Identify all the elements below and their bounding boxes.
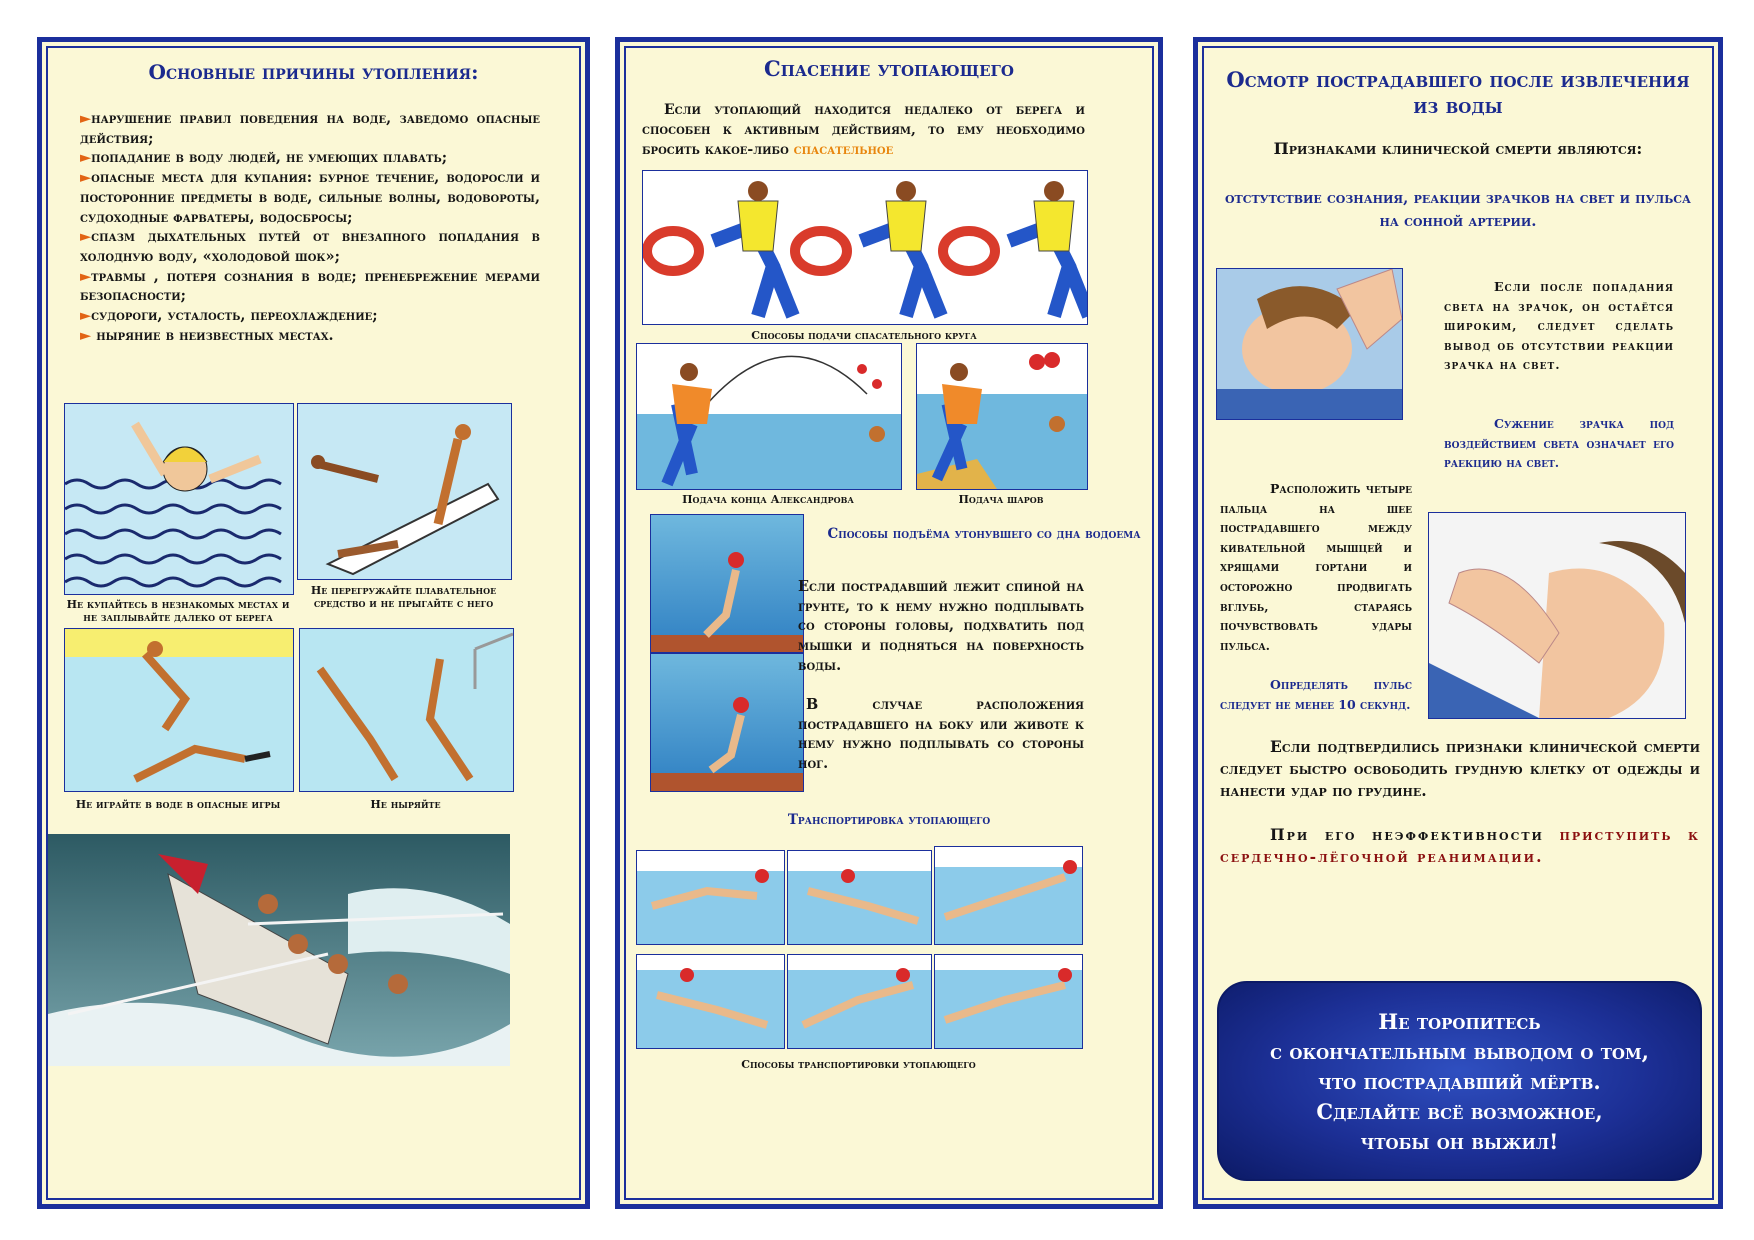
transport-title: Транспортировка утопающего	[787, 812, 991, 828]
clinical-death-signs-label: Признаками клинической смерти являются:	[1273, 139, 1643, 158]
bullet-arrow-icon: ►	[80, 307, 92, 325]
bullet-arrow-icon: ►	[80, 228, 92, 246]
lift-text-back: Если пострадавший лежит спиной на грунте, то к нему нужно подплывать со стороны головы, подхватить под мышки и подняться на поверхность воды.	[798, 578, 1084, 674]
bullet-arrow-icon: ►	[80, 149, 92, 167]
callout-line: с окончательным выводом о том,	[1270, 1039, 1649, 1064]
cause-item: ► ныряние в неизвестных местах.	[80, 326, 334, 344]
illustration-lifebuoy-throw	[642, 170, 1088, 325]
illustration-transport-2	[787, 850, 932, 945]
lift-text-side: В случае расположения пострадавшего на боку или животе к нему нужно подплывать со стороны ног.	[798, 696, 1084, 773]
causes-list	[80, 109, 540, 345]
illustration-transport-1	[636, 850, 785, 945]
cause-item: ►спазм дыхательных путей от внезапного попадания в холодную воду, «холодовой шок»;	[80, 228, 540, 265]
clinical-death-signs: отстутствие сознания, реакции зрачков на свет и пульса на сонной артерии.	[1224, 189, 1692, 230]
panel-causes	[37, 37, 590, 1209]
rescue-intro: Если утопающий находится недалеко от берега и способен к активным действиям, то ему необходимо бросить какое-либо спасательное	[642, 102, 1085, 158]
bullet-arrow-icon: ►	[80, 169, 92, 187]
illustration-pulse-check	[1428, 512, 1686, 719]
illustration-rope-throw	[636, 343, 902, 490]
illustration-balls-throw	[916, 343, 1088, 490]
panel-rescue-title: Спасение утопающего	[764, 56, 1014, 81]
pupil-text: Если после попадания света на зрачок, он остаётся широким, следует сделать вывод об отсутствии реакции зрачка на свет.	[1444, 279, 1674, 373]
panel-causes-title: Основные причины утопления:	[148, 60, 479, 84]
bullet-arrow-icon: ►	[80, 326, 92, 344]
pulse-text: Расположить четыре пальца на шее пострадавшего между кивательной мышцей и хрящами гортани и осторожно продвигать вглубь, стараясь почувствовать удары пульса.	[1220, 481, 1412, 653]
illustration-swimmer-in-waves	[64, 403, 294, 595]
callout-line: Не торопитесь	[1378, 1009, 1541, 1034]
cause-item: ►травмы , потеря сознания в воде; пренебрежение мерами безопасности;	[80, 267, 540, 305]
callout-line: что пострадавший мёртв.	[1318, 1069, 1601, 1094]
illustration-lift-from-bottom	[650, 514, 804, 792]
caption-no-overload: Не перегружайте плавательное средство и не прыгайте с него	[310, 584, 497, 610]
caption-transport: Способы транспортировки утопающего	[741, 1058, 976, 1071]
pulse-duration-text: Определять пульс следует не менее 10 секунд.	[1220, 677, 1412, 712]
pupil-reaction-text: Сужение зрачка под воздействием света означает его раекцию на свет.	[1444, 416, 1674, 471]
caption-balls: Подача шаров	[958, 493, 1044, 506]
caption-unknown-places: Не купайтесь в незнакомых местах и не заплывайте далеко от берега	[66, 598, 290, 624]
illustration-transport-3	[934, 846, 1083, 945]
illustration-dangerous-games	[64, 628, 294, 792]
cause-item: ►судороги, усталость, переохлаждение;	[80, 307, 378, 325]
panel-examination-title: Осмотр пострадавшего после извлечения из воды	[1226, 67, 1690, 118]
callout-line: чтобы он выжил!	[1360, 1129, 1559, 1154]
cause-item: ►опасные места для купания: бурное течение, водоросли и посторонние предметы в воде, сильные волны, водовороты, судоходные фарватеры, водосбросы;	[80, 169, 540, 226]
caption-rope: Подача конца Александрова	[682, 493, 854, 506]
cause-item: ►попадание в воду людей, не умеющих плавать;	[80, 149, 448, 167]
action-text-2: При его неэффективности приступить к сердечно-лёгочной реанимации.	[1220, 825, 1700, 866]
callout-dont-hurry	[1217, 981, 1702, 1181]
caption-no-games: Не играйте в воде в опасные игры	[75, 798, 281, 811]
panel-rescue	[615, 37, 1163, 1209]
illustration-transport-5	[787, 954, 932, 1049]
caption-lifebuoy: Способы подачи спасательного круга	[751, 329, 977, 342]
action-text: Если подтвердились признаки клинической смерти следует быстро освободить грудную клетку от одежды и нанести удар по грудине.	[1220, 737, 1700, 800]
illustration-transport-4	[636, 954, 785, 1049]
illustration-diving	[299, 628, 514, 792]
bullet-arrow-icon: ►	[80, 110, 92, 127]
lift-methods-title: Способы подъёма утонувшего со дна водоема	[827, 526, 1141, 542]
bullet-arrow-icon: ►	[80, 267, 92, 285]
photo-rowing-boat-surf	[48, 834, 510, 1066]
callout-line: Сделайте всё возможное,	[1316, 1099, 1603, 1124]
cause-item: ►нарушение правил поведения на воде, заведомо опасные действия;	[80, 110, 540, 147]
caption-no-diving: Не ныряйте	[370, 798, 441, 811]
illustration-transport-6	[934, 954, 1083, 1049]
illustration-overloaded-boat	[297, 403, 512, 580]
illustration-pupil-check	[1216, 268, 1403, 420]
